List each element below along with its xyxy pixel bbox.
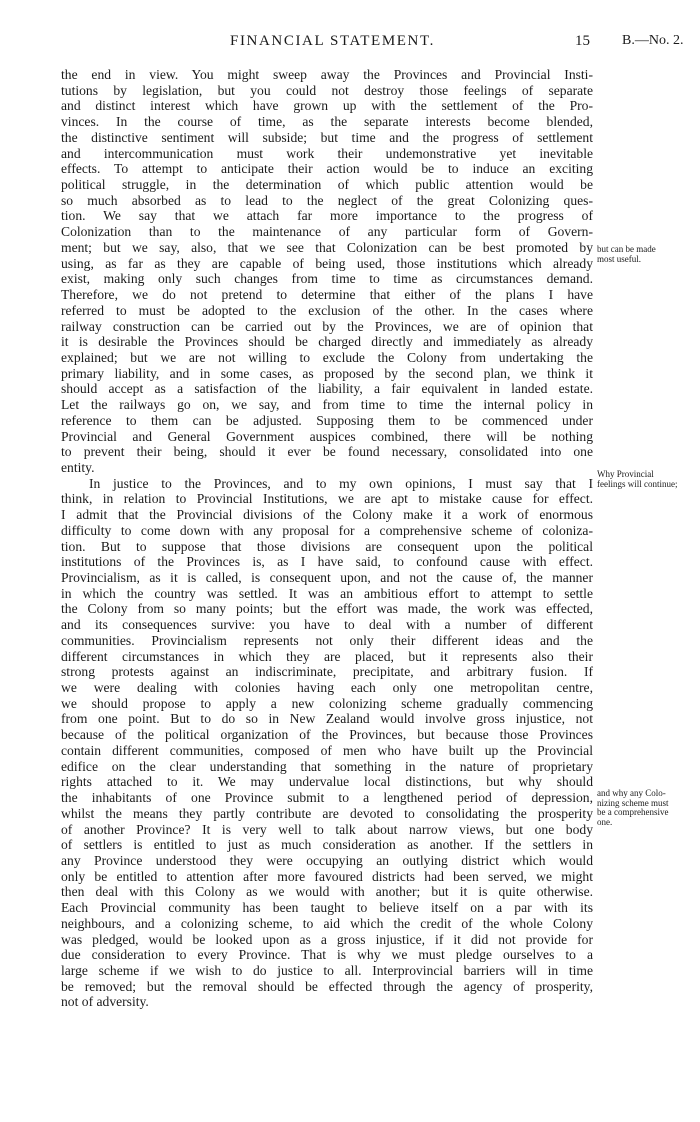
margin-note: [597, 245, 699, 264]
text-line: contain different communities, composed of men who have built up the Provincial: [61, 742, 593, 758]
paragraph-end-line: not of adversity.: [61, 994, 149, 1010]
text-line: was pledged, would be looked upon as a gross injustice, if it did not provide for: [61, 931, 593, 947]
text-line: should accept as a satisfaction of the liability, a fair equivalent in landed estate.: [61, 381, 593, 397]
margin-note: [597, 470, 699, 489]
text-line: we should propose to apply a new colonizing scheme gradually commencing: [61, 695, 593, 711]
text-line: and intercommunication must work their undemonstrative yet inevitable: [61, 145, 593, 161]
text-line: primary liability, and in some cases, as proposed by the second plan, we think it: [61, 365, 593, 381]
text-line: so much absorbed as to lead to the neglect of the great Colonizing ques-: [61, 192, 593, 208]
text-line: due consideration to every Province. That is why we must pledge ourselves to a: [61, 947, 593, 963]
margin-note-line: most useful.: [597, 253, 641, 264]
text-line: because of the political organization of the Provinces, but because those Provinces: [61, 727, 593, 743]
text-line: of another Province? It is very well to talk about narrow views, but one body: [61, 821, 593, 837]
text-line: I admit that the Provincial divisions of the Colony make it a work of enormous: [61, 507, 593, 523]
text-line: think, in relation to Provincial Institutions, we are apt to mistake cause for effect.: [61, 491, 593, 507]
text-line: we were dealing with colonies having each only one metropolitan centre,: [61, 680, 593, 696]
margin-note-line: Why Provincial: [597, 469, 654, 479]
text-line: the Colony from so many points; but the effort was made, the work was effected,: [61, 601, 593, 617]
text-line: Provincialism, as it is called, is consequent upon, and not the cause of, the manner: [61, 570, 593, 585]
text-line: then deal with this Colony as we would with another; but it is quite otherwise.: [61, 884, 593, 900]
text-line: be removed; but the removal should be effected through the agency of prosperity,: [61, 978, 593, 994]
text-line: political struggle, in the determination of which public attention would be: [61, 177, 593, 193]
margin-note: [597, 789, 699, 827]
paper-reference: B.—No. 2.: [622, 33, 684, 48]
paragraph-end-line: entity.: [61, 459, 95, 475]
margin-note-line: nizing scheme must: [597, 797, 669, 808]
text-line: in which the country was settled. It was an ambitious effort to attempt to settle: [61, 585, 593, 601]
margin-note-line: and why any Colo-: [597, 788, 666, 798]
paragraph-start-line: In justice to the Provinces, and to my own opinions, I must say that I: [89, 475, 593, 491]
text-line: Each Provincial community has been taught to believe itself on a par with its: [61, 900, 593, 916]
text-line: tion. But to suppose that those divisions are consequent upon the political: [61, 538, 593, 554]
text-line: edifice on the clear understanding that something in the nature of proprietary: [61, 758, 593, 774]
text-line: exist, making only such changes from time to time as circumstances demand.: [61, 271, 593, 287]
text-line: the inhabitants of one Province submit to a lengthened period of depression,: [61, 790, 593, 806]
text-line: Let the railways go on, we say, and from time to time the internal policy in: [61, 397, 593, 413]
margin-note-line: one.: [597, 816, 613, 827]
text-line: Therefore, we do not pretend to determine that either of the plans I have: [61, 287, 593, 303]
text-line: effects. To attempt to anticipate their action would be to induce an exciting: [61, 161, 593, 177]
page-number: 15: [575, 33, 590, 49]
text-line: from one point. But to do so in New Zealand would involve gross injustice, not: [61, 711, 593, 727]
text-line: railway construction can be carried out by the Provinces, we are of opinion that: [61, 318, 593, 334]
text-line: tion. We say that we attach far more importance to the progress of: [61, 208, 593, 224]
text-line: and its consequences survive: you have to deal with a number of different: [61, 617, 593, 633]
text-line: any Province understood they were occupying an outlying district which would: [61, 852, 593, 868]
text-line: Provincial and General Government auspices combined, there will be nothing: [61, 428, 593, 444]
text-line: Colonization than to the maintenance of any particular form of Govern-: [61, 224, 593, 240]
text-line: large scheme if we wish to do justice to all. Interprovincial barriers will in time: [61, 962, 593, 978]
margin-note-line: but can be made: [597, 244, 656, 254]
text-line: neighbours, and a colonizing scheme, to aid which the credit of the whole Colony: [61, 915, 593, 931]
text-line: referred to must be adopted to the exclusion of the other. In the cases where: [61, 302, 593, 318]
text-line: institutions of the Provinces is, as I have said, to confound cause with effect.: [61, 554, 593, 570]
text-line: to prevent their being, should it ever be found necessary, consolidated into one: [61, 444, 593, 460]
text-line: of settlers is entitled to just as much consideration as another. If the settlers in: [61, 837, 593, 853]
text-line: the end in view. You might sweep away the Provinces and Provincial Insti-: [61, 67, 593, 82]
body-text: [61, 67, 593, 1010]
text-line: ment; but we say, also, that we see that Colonization can be best promoted by: [61, 239, 593, 255]
running-title: FINANCIAL STATEMENT.: [230, 33, 435, 49]
text-line: the distinctive sentiment will subside; but time and the progress of settlement: [61, 129, 593, 145]
text-line: only be entitled to attention after more favoured districts had been served, we might: [61, 868, 593, 884]
text-line: reference to them can be adjusted. Supposing them to be commenced under: [61, 412, 593, 428]
text-line: strong protests against an indiscriminate, precipitate, and arbitrary fusion. If: [61, 664, 593, 680]
margin-note-line: feelings will continue;: [597, 478, 678, 489]
text-line: using, as far as they are capable of being used, those institutions which already: [61, 255, 593, 271]
text-line: explained; but we are not willing to exclude the Colony from undertaking the: [61, 349, 593, 365]
text-line: it is desirable the Provinces should be charged directly and immediately as already: [61, 334, 593, 350]
text-line: whilst the means they partly contribute are devoted to consolidating the prosperity: [61, 805, 593, 821]
text-line: communities. Provincialism represents not only their different ideas and the: [61, 632, 593, 648]
text-line: vinces. In the course of time, as the separate interests become blended,: [61, 114, 593, 130]
text-line: rights attached to it. We may undervalue local distinctions, but why should: [61, 774, 593, 790]
text-line: difficulty to come down with any proposal for a comprehensive scheme of coloniza-: [61, 522, 593, 538]
text-line: and distinct interest which have grown up with the settlement of the Pro-: [61, 98, 593, 114]
text-line: tutions by legislation, but you could not destroy those feelings of separate: [61, 82, 593, 98]
margin-note-line: be a comprehensive: [597, 807, 669, 818]
text-line: different circumstances in which they are placed, but it represents also their: [61, 648, 593, 664]
page-header: [0, 33, 700, 55]
